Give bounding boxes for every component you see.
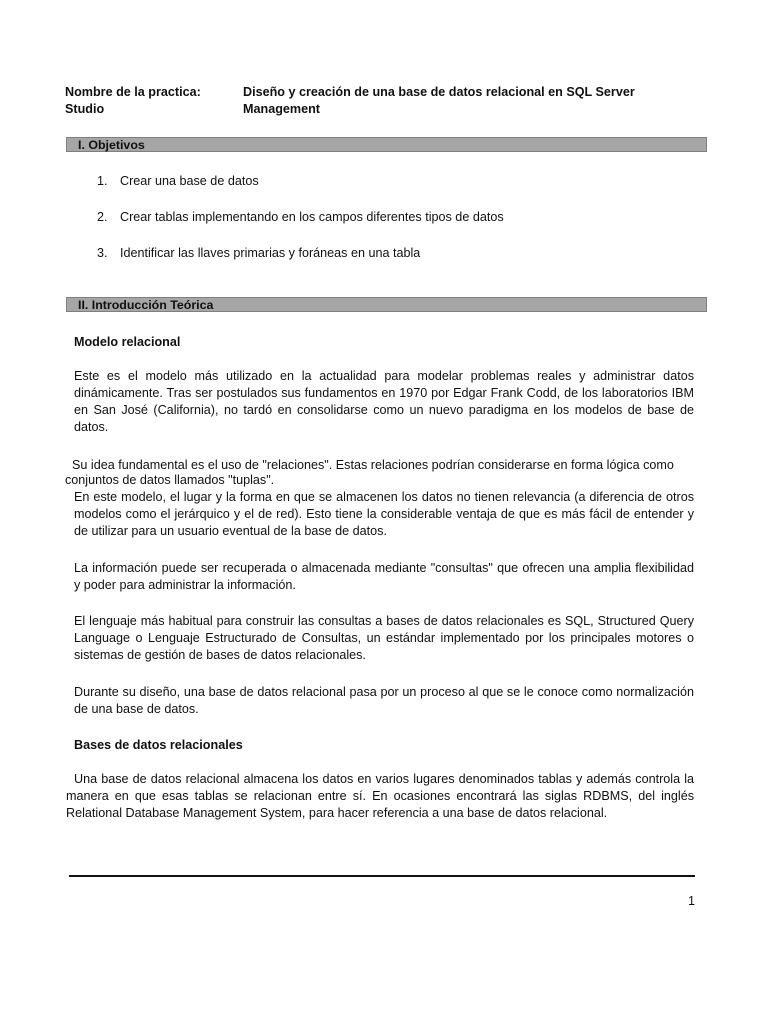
footer-divider <box>69 875 695 877</box>
objective-item <box>97 245 697 281</box>
practice-title: Diseño y creación de una base de datos relacional en SQL Server Management <box>243 85 635 116</box>
section-intro-bar <box>66 297 707 312</box>
objective-item <box>97 173 697 209</box>
paragraph-relations-line2: conjuntos de datos llamados "tuplas". <box>65 473 275 487</box>
objective-number: 2. <box>97 210 108 224</box>
paragraph-queries: La información puede ser recuperada o almacenada mediante "consultas" que ofrecen una amplia flexibilidad y poder para administrar la información. <box>74 561 694 592</box>
objective-number: 1. <box>97 174 108 188</box>
subheading-relational-databases: Bases de datos relacionales <box>74 738 243 752</box>
paragraph-normalization: Durante su diseño, una base de datos relacional pasa por un proceso al que se le conoce como normalización de una base de datos. <box>74 685 694 716</box>
paragraph-storage: En este modelo, el lugar y la forma en que se almacenen los datos no tienen relevancia (a diferencia de otros modelos como el jerárquico y el de red). Esto tiene la considerable ventaja de que es más fácil de entender y de utilizar para un usuario eventual de la base de datos. <box>74 490 694 538</box>
objective-number: 3. <box>97 246 108 260</box>
subheading-relational-model: Modelo relacional <box>74 335 181 349</box>
objectives-list <box>97 173 697 281</box>
practice-name-label: Nombre de la practica: <box>65 85 201 99</box>
section-objectives-title: I. Objetivos <box>78 138 145 152</box>
objective-text: Identificar las llaves primarias y foráneas en una tabla <box>120 246 421 260</box>
objective-text: Crear tablas implementando en los campos diferentes tipos de datos <box>120 210 504 224</box>
paragraph-sql: El lenguaje más habitual para construir las consultas a bases de datos relacionales es SQL, Structured Query Language o Lenguaje Estructurado de Consultas, un estándar implementado por los principales motores o sistemas de gestión de bases de datos relacionales. <box>74 614 694 662</box>
objective-text: Crear una base de datos <box>120 174 259 188</box>
practice-title-continuation: Studio <box>65 102 105 116</box>
section-objectives-bar <box>66 137 707 152</box>
page-number: 1 <box>688 894 696 908</box>
section-intro-title: II. Introducción Teórica <box>78 298 214 312</box>
objective-item <box>97 209 697 245</box>
paragraph-model-intro: Este es el modelo más utilizado en la actualidad para modelar problemas reales y administrar datos dinámicamente. Tras ser postulados sus fundamentos en 1970 por Edgar Frank Codd, de los laboratorios IBM en San José (California), no tardó en consolidarse como un nuevo paradigma en los modelos de base de datos. <box>74 369 694 434</box>
paragraph-relations-line1: Su idea fundamental es el uso de "relaciones". Estas relaciones podrían considerarse en forma lógica como <box>72 458 674 472</box>
paragraph-rdbms: Una base de datos relacional almacena los datos en varios lugares denominados tablas y además controla la manera en que esas tablas se relacionan entre sí. En ocasiones encontrará las siglas RDBMS, del inglés Relational Database Management System, para hacer referencia a una base de datos relacional. <box>66 772 694 820</box>
